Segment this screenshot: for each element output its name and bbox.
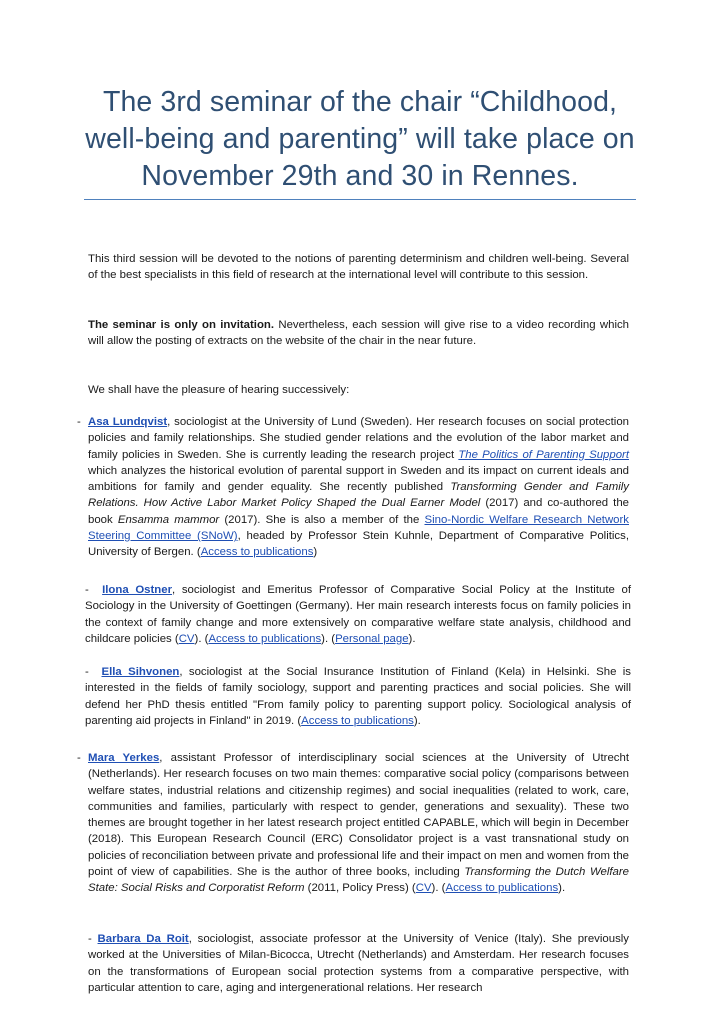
speaker-entry-sihvonen: - Ella Sihvonen, sociologist at the Social Insurance Institution of Finland (Kela) in Helsinki. She is interested in the fields of family sociology, support and parenting practices and social policies. She will defend her PhD thesis entitled "From family policy to parenting support policy. Sociological analysis of parenting aid projects in Finland" in 2019. (Access to publications).	[85, 666, 631, 727]
book-title: Transforming Gender and Family Relations. How Active Labor Market Policy Shaped the Dual Earner Model	[88, 481, 629, 510]
book-title: Transforming the Dutch Welfare State: Social Risks and Corporatist Reform	[88, 866, 629, 895]
speaker-link-yerkes[interactable]: Mara Yerkes	[88, 752, 160, 764]
project-link-politics-of-parenting-support[interactable]: The Politics of Parenting Support	[458, 448, 629, 461]
intro-paragraph: This third session will be devoted to the notions of parenting determinism and children well-being. Several of the best specialists in this field of research at the international level will contribute to this session.	[88, 253, 629, 282]
page-title: The 3rd seminar of the chair “Childhood, well-being and parenting” will take place on November 29th and 30 in Rennes.	[85, 86, 635, 192]
speaker-entry-ostner: - Ilona Ostner, sociologist and Emeritus Professor of Comparative Social Policy at the Institute of Sociology in the University of Goettingen (Germany). Her main research interests focus on family policies in the context of family change and more extensively on comparative welfare state analysis, childhood and childcare policies (CV). (Access to publications). (Personal page).	[85, 584, 631, 645]
cv-link-yerkes[interactable]: CV	[415, 882, 432, 895]
lead-sentence: We shall have the pleasure of hearing successively:	[88, 384, 350, 396]
cv-link-ostner[interactable]: CV	[178, 632, 195, 645]
title-divider	[84, 199, 636, 200]
list-dash: -	[77, 416, 81, 428]
speaker-link-sihvonen[interactable]: Ella Sihvonen	[101, 666, 180, 678]
speaker-link-daroit[interactable]: Barbara Da Roit	[97, 933, 189, 945]
list-dash: -	[77, 752, 81, 764]
publications-link-sihvonen[interactable]: Access to publications	[301, 714, 414, 727]
publications-link-lundqvist[interactable]: Access to publications	[200, 546, 314, 559]
speaker-link-ostner[interactable]: Ilona Ostner	[102, 584, 173, 596]
snow-committee-link[interactable]: Sino-Nordic Welfare Research Network Steering Committee (SNoW)	[88, 513, 629, 543]
speaker-link-lundqvist[interactable]: Asa Lundqvist	[88, 416, 168, 428]
book-title: Ensamma mammor	[117, 513, 220, 526]
speaker-entry-daroit: - Barbara Da Roit, sociologist, associate professor at the University of Venice (Italy). She previously worked at the Universities of Milan-Bicocca, Utrecht (Netherlands) and Amsterdam. Her research focuses on the transformations of European social protection systems from a comparative perspective, with particular attention to care, aging and intergenerational relations. Her research	[88, 933, 629, 994]
invitation-bold: The seminar is only on invitation.	[88, 319, 275, 331]
publications-link-ostner[interactable]: Access to publications	[208, 632, 322, 645]
invitation-paragraph: The seminar is only on invitation. Nevertheless, each session will give rise to a video recording which will allow the posting of extracts on the website of the chair in the near future.	[88, 319, 630, 348]
speaker-entry-lundqvist: - Asa Lundqvist, sociologist at the University of Lund (Sweden). Her research focuses on social protection policies and family relationships. She studied gender relations and the evolution of the labor market and family policies in Sweden. She is currently leading the research project The Politics of Parenting Support which analyzes the historical evolution of parental support in Sweden and its impact on current ideals and ambitions for family and gender equality. She recently published Transforming Gender and Family Relations. How Active Labor Market Policy Shaped the Dual Earner Model (2017) and co-authored the book Ensamma mammor (2017). She is also a member of the Sino-Nordic Welfare Research Network Steering Committee (SNoW), headed by Professor Stein Kuhnle, Department of Comparative Politics, University of Bergen. (Access to publications)	[77, 416, 629, 559]
personal-page-link-ostner[interactable]: Personal page	[335, 632, 409, 645]
list-dash: -	[85, 666, 89, 678]
list-dash: -	[88, 933, 92, 945]
list-dash: -	[85, 584, 89, 596]
speaker-entry-yerkes: - Mara Yerkes, assistant Professor of interdisciplinary social sciences at the University of Utrecht (Netherlands). Her research focuses on two main themes: comparative social policy (comparisons between welfare states, industrial relations and citizenship regimes) and social inequalities (related to work, care, communities and families, particularly with respect to gender, generations and sexuality). These two themes are brought together in her latest research project entitled CAPABLE, which will begin in December (2018). This European Research Council (ERC) Consolidator project is a vast transnational study on policies of reconciliation between private and professional life and their impact on men and women from the point of view of capabilities. She is the author of three books, including Transforming the Dutch Welfare State: Social Risks and Corporatist Reform (2011, Policy Press) (CV). (Access to publications).	[77, 752, 629, 895]
publications-link-yerkes[interactable]: Access to publications	[445, 882, 559, 895]
